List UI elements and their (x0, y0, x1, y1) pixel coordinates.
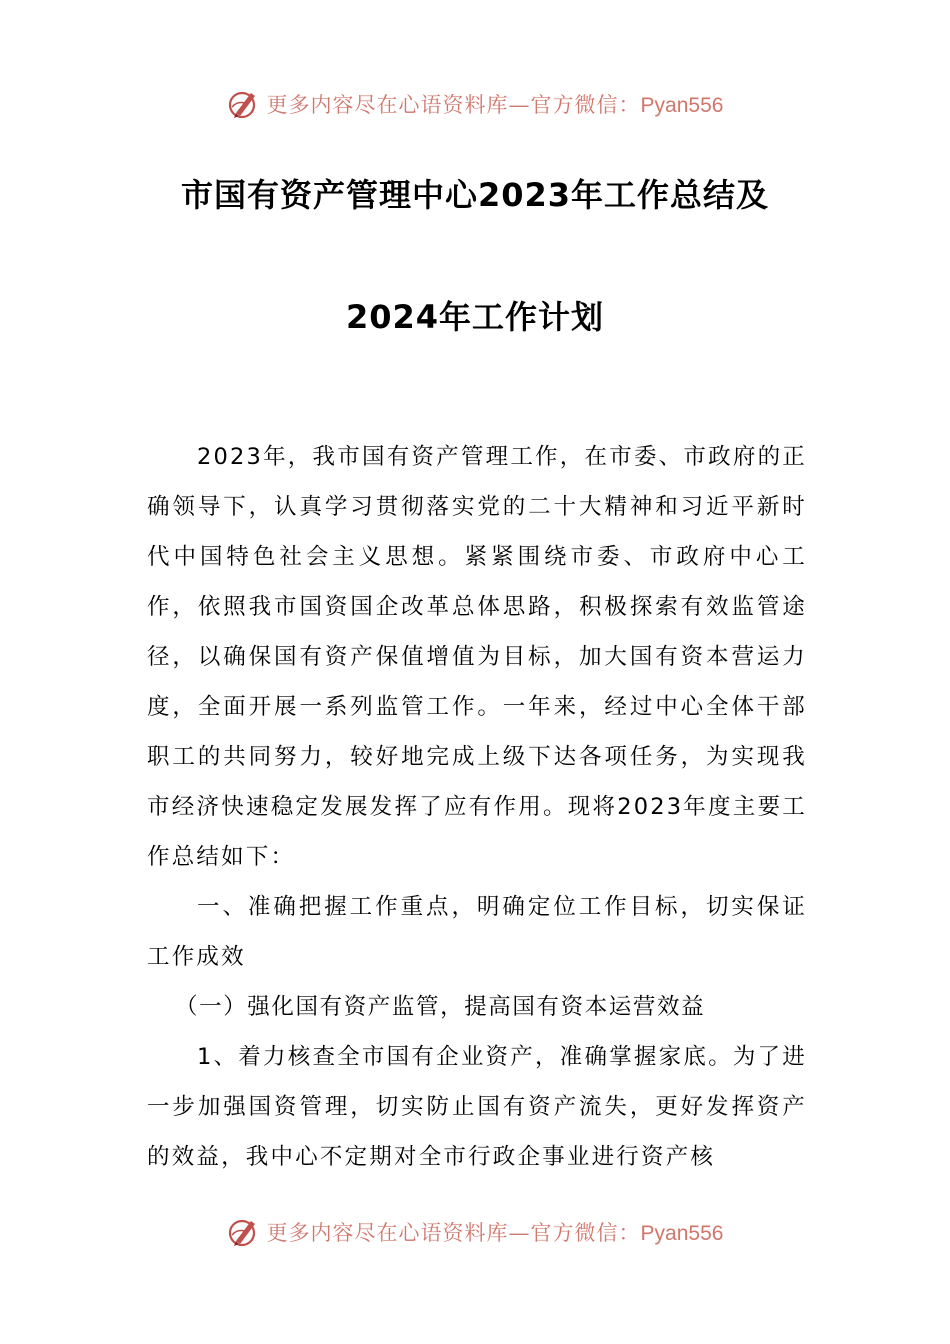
footer-watermark (0, 1212, 950, 1252)
heading-section-1: 一、准确把握工作重点，明确定位工作目标，切实保证工作成效 (147, 894, 807, 970)
watermark-wechat-id: Pyan556 (640, 94, 724, 117)
paragraph-intro: 2023年，我市国有资产管理工作，在市委、市政府的正确领导下，认真学习贯彻落实党的二十大精神和习近平新时代中国特色社会主义思想。紧紧围绕市委、市政府中心工作，依照我市国资国企改革总体思路，积极探索有效监管途径，以确保国有资产保值增值为目标，加大国有资本营运力度，全面开展一系列监管工作。一年来，经过中心全体干部职工的共同努力，较好地完成上级下达各项任务，为实现我市经济快速稳定发展发挥了应有作用。现将2023年度主要工作总结如下： (147, 444, 807, 870)
watermark-wechat-id: Pyan556 (640, 1222, 724, 1245)
document-title-line-2: 2024年工作计划 (345, 298, 605, 336)
pen-logo-icon (227, 1215, 261, 1249)
document-body (147, 432, 807, 1182)
paragraph-item-1: 1、着力核查全市国有企业资产，准确掌握家底。为了进一步加强国资管理，切实防止国有资产流失，更好发挥资产的效益，我中心不定期对全市行政企事业进行资产核 (147, 1044, 807, 1170)
pen-logo-icon (227, 87, 261, 121)
header-watermark (0, 84, 950, 124)
watermark-text: 更多内容尽在心语资料库—官方微信：Pyan556 (266, 93, 724, 117)
watermark-text: 更多内容尽在心语资料库—官方微信：Pyan556 (266, 1221, 724, 1245)
heading-subsection-1: （一）强化国有资产监管，提高国有资本运营效益 (175, 994, 706, 1020)
document-title-line-1: 市国有资产管理中心2023年工作总结及 (180, 176, 770, 214)
